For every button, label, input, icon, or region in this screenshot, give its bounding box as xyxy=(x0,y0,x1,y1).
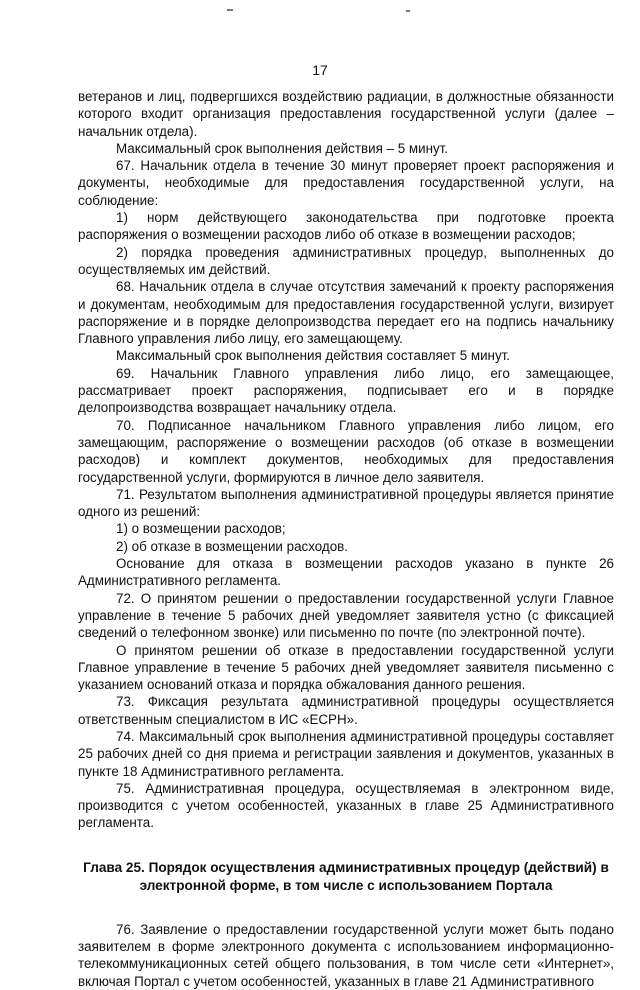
paragraph: 69. Начальник Главного управления либо лицо, его замещающее, рассматривает проект распоряжения, подписывает его и в порядке делопроизводства возвращает начальнику отдела. xyxy=(78,365,614,416)
scan-speck xyxy=(227,9,233,11)
paragraphs-after xyxy=(78,921,614,990)
paragraph: 67. Начальник отдела в течение 30 минут проверяет проект распоряжения и документы, необходимые для предоставления государственной услуги, на соблюдение: xyxy=(78,158,614,208)
paragraph: О принятом решении об отказе в предоставлении государственной услуги Главное управление в течение 5 рабочих дней уведомляет заявителя письменно с указанием оснований отказа и порядка обжалования данного решения. xyxy=(78,642,614,693)
paragraph: 73. Фиксация результата административной процедуры осуществляется ответственным специалистом в ИС «ЕСРН». xyxy=(78,694,614,727)
paragraph: Максимальный срок выполнения действия составляет 5 минут. xyxy=(116,348,511,364)
paragraph: Максимальный срок выполнения действия – 5 минут. xyxy=(116,140,449,156)
paragraph: 68. Начальник отдела в случае отсутствия замечаний к проекту распоряжения и документам, необходимым для предоставления государственной услуги, визирует распоряжение и в порядке делопроизводства передает его на подпись начальнику Главного управления либо лицу, его замещающему. xyxy=(78,279,614,347)
document-body xyxy=(78,88,614,990)
scan-speck xyxy=(406,10,410,12)
paragraph: 2) об отказе в возмещении расходов. xyxy=(116,538,349,554)
paragraph: 71. Результатом выполнения административной процедуры является принятие одного из решений: xyxy=(78,486,614,520)
paragraph: ветеранов и лиц, подвергшихся воздействию радиации, в должностные обязанности которого входит организация предоставления государственной услуги (далее – начальник отдела). xyxy=(78,89,614,139)
paragraph: 76. Заявление о предоставлении государственной услуги может быть подано заявителем в форме электронного документа с использованием информационно-телекоммуникационных сетей общего пользования, в том числе сети «Интернет», включая Портал с учетом особенностей, указанных в главе 21 Административного xyxy=(78,921,614,989)
paragraph: 1) о возмещении расходов; xyxy=(116,521,286,537)
paragraph: 72. О принятом решении о предоставлении государственной услуги Главное управление в течение 5 рабочих дней уведомляет заявителя устно (с фиксацией сведений о телефонном звонке) или письменно по почте (по электронной почте). xyxy=(78,590,614,641)
paragraph: 74. Максимальный срок выполнения административной процедуры составляет 25 рабочих дней со дня приема и регистрации заявления и документов, указанных в пункте 18 Административного регламента. xyxy=(78,728,614,779)
chapter-heading: Глава 25. Порядок осуществления административных процедур (действий) в электронной форме, в том числе с использованием Портала xyxy=(83,859,609,893)
paragraph: 2) порядка проведения административных процедур, выполненных до осуществляемых им действий. xyxy=(78,244,614,277)
paragraph: 1) норм действующего законодательства при подготовке проекта распоряжения о возмещении расходов либо об отказе в возмещении расходов; xyxy=(78,210,614,243)
paragraph: Основание для отказа в возмещении расходов указано в пункте 26 Административного регламента. xyxy=(78,556,614,589)
paragraph: 75. Административная процедура, осуществляемая в электронном виде, производится с учетом особенностей, указанных в главе 25 Административного регламента. xyxy=(78,780,614,831)
page-number: 17 xyxy=(312,62,328,78)
paragraphs-before xyxy=(78,88,614,832)
paragraph: 70. Подписанное начальником Главного управления либо лицом, его замещающим, распоряжение о возмещении расходов (об отказе в возмещении расходов) и комплект документов, необходимых для предоставления государственной услуги, формируются в личное дело заявителя. xyxy=(78,417,614,485)
